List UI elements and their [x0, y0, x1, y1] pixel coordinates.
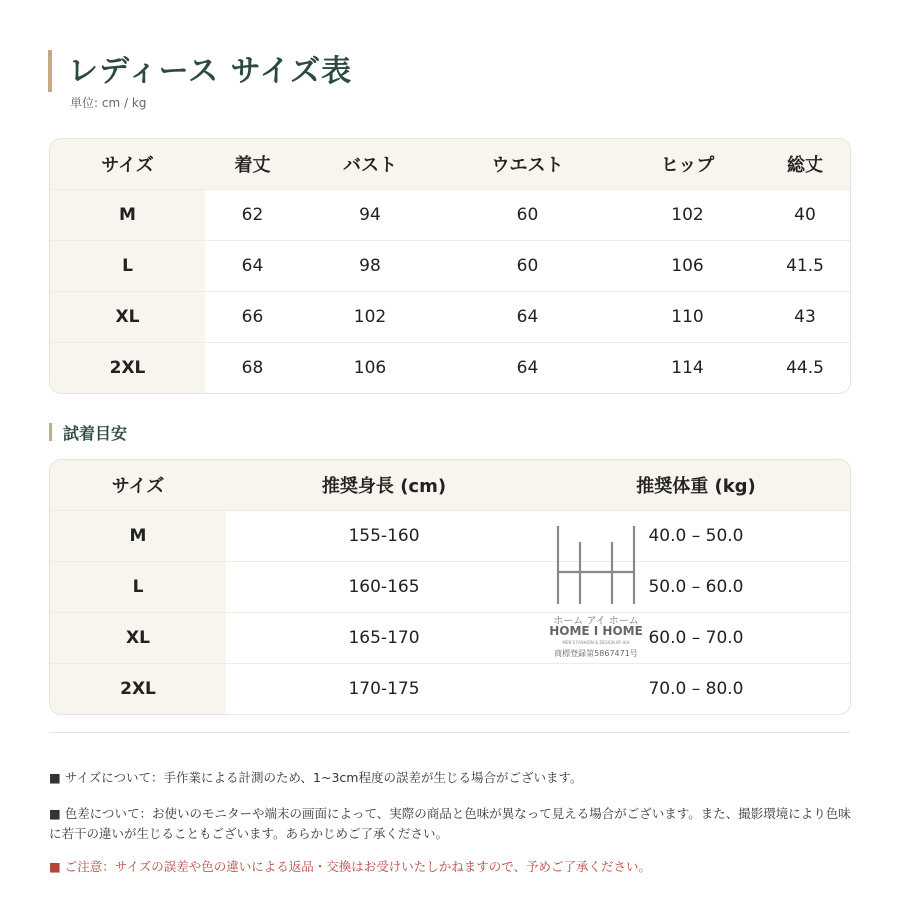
value-cell: 102 [615, 190, 760, 241]
col-header-waist: ウエスト [440, 139, 615, 190]
value-cell: 64 [440, 292, 615, 343]
fit-guide-title: 試着目安 [63, 424, 128, 443]
page-title: レディース サイズ表 [68, 54, 353, 89]
size-table-card [49, 138, 851, 394]
value-cell: 94 [300, 190, 440, 241]
col-header-hip: ヒップ [615, 139, 760, 190]
value-cell: 44.5 [760, 343, 850, 394]
height-cell: 165-170 [226, 613, 542, 664]
weight-cell: 50.0 – 60.0 [542, 562, 850, 613]
table-row [50, 562, 850, 613]
fit-table-header-row [50, 460, 850, 511]
weight-cell: 70.0 – 80.0 [542, 664, 850, 715]
size-cell: 2XL [50, 664, 226, 715]
size-table [50, 139, 850, 393]
value-cell: 66 [205, 292, 300, 343]
value-cell: 60 [440, 241, 615, 292]
size-cell: 2XL [50, 343, 205, 394]
value-cell: 114 [615, 343, 760, 394]
weight-cell: 40.0 – 50.0 [542, 511, 850, 562]
hih-monogram-icon [548, 524, 644, 610]
table-row [50, 190, 850, 241]
size-cell: M [50, 190, 205, 241]
note-warning: ■ ご注意：サイズの誤差や色の違いによる返品・交換はお受けいたしかねますので、予めご了承ください。 [49, 859, 652, 874]
value-cell: 98 [300, 241, 440, 292]
table-row [50, 511, 850, 562]
watermark-tagline: MEN'S FASHION & DESIGN BY HIH [562, 640, 630, 645]
col-header-length: 着丈 [205, 139, 300, 190]
watermark-brand: HOME I HOME [549, 624, 643, 638]
value-cell: 60 [440, 190, 615, 241]
col-header-weight: 推奨体重 (kg) [542, 460, 850, 511]
note-color: ■ 色差について：お使いのモニターや端末の画面によって、実際の商品と色味が異なって見える場合がございます。また、撮影環境により色味に若干の違いが生じることもございます。あらかじめご了承ください。 [49, 806, 851, 841]
table-row [50, 664, 850, 715]
col-header-size: サイズ [50, 139, 205, 190]
table-row [50, 613, 850, 664]
watermark-registration: 商標登録第5867471号 [554, 649, 638, 658]
col-header-height: 推奨身長 (cm) [226, 460, 542, 511]
size-cell: L [50, 562, 226, 613]
value-cell: 102 [300, 292, 440, 343]
size-cell: XL [50, 292, 205, 343]
value-cell: 110 [615, 292, 760, 343]
height-cell: 155-160 [226, 511, 542, 562]
size-table-header-row [50, 139, 850, 190]
height-cell: 160-165 [226, 562, 542, 613]
size-cell: L [50, 241, 205, 292]
watermark-kana: ホーム アイ ホーム [553, 616, 639, 627]
fit-guide-accent-bar [49, 423, 52, 441]
value-cell: 40 [760, 190, 850, 241]
col-header-bust: バスト [300, 139, 440, 190]
title-accent-bar [48, 50, 52, 92]
value-cell: 64 [440, 343, 615, 394]
table-row [50, 292, 850, 343]
col-header-total-length: 総丈 [760, 139, 850, 190]
value-cell: 62 [205, 190, 300, 241]
weight-cell: 60.0 – 70.0 [542, 613, 850, 664]
height-cell: 170-175 [226, 664, 542, 715]
value-cell: 43 [760, 292, 850, 343]
value-cell: 64 [205, 241, 300, 292]
note-size: ■ サイズについて：手作業による計測のため、1~3cm程度の誤差が生じる場合がございます。 [49, 770, 583, 785]
value-cell: 68 [205, 343, 300, 394]
fit-table [50, 460, 850, 714]
unit-label: 単位: cm / kg [70, 96, 147, 110]
brand-watermark-logo [548, 524, 644, 664]
table-row [50, 343, 850, 394]
col-header-size: サイズ [50, 460, 226, 511]
size-cell: XL [50, 613, 226, 664]
value-cell: 41.5 [760, 241, 850, 292]
fit-table-card [49, 459, 851, 715]
size-cell: M [50, 511, 226, 562]
value-cell: 106 [300, 343, 440, 394]
table-row [50, 241, 850, 292]
divider [49, 732, 850, 733]
value-cell: 106 [615, 241, 760, 292]
